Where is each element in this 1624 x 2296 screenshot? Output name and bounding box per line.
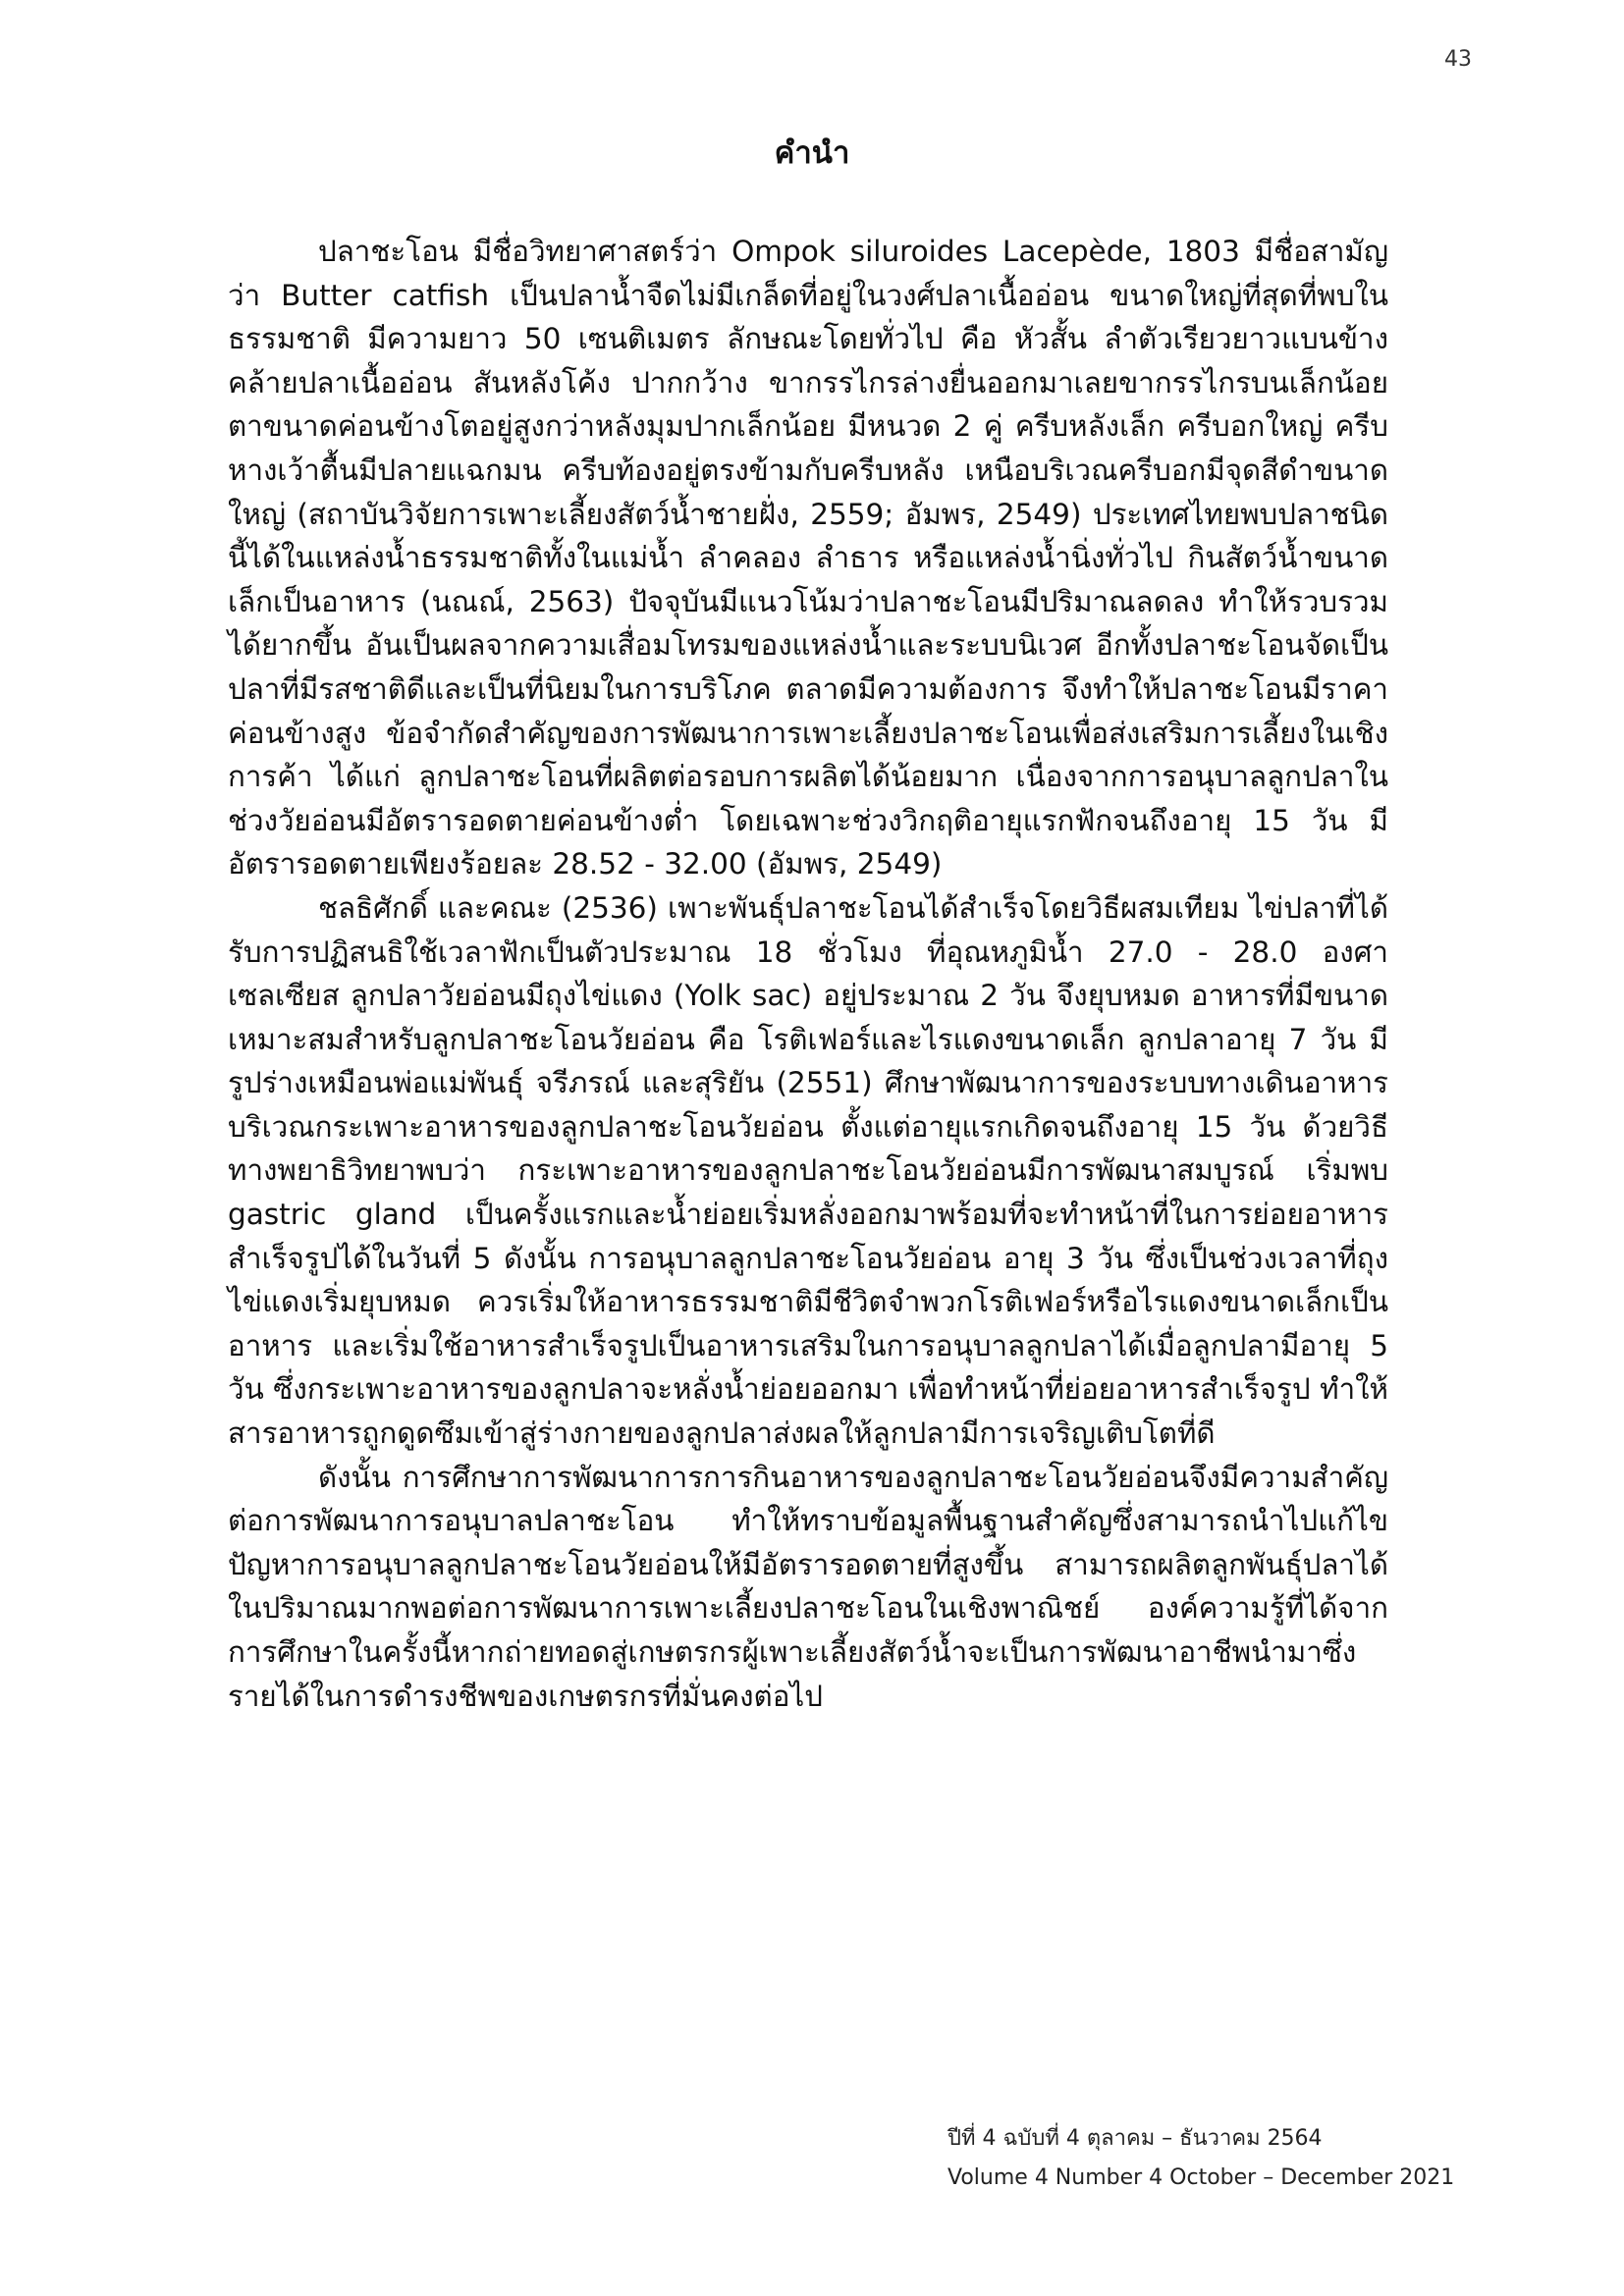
- page-title: คำนำ: [774, 135, 850, 171]
- paragraph-1: ปลาชะโอน มีชื่อวิทยาศาสตร์ว่า Ompok siluroides Lacepède, 1803 มีชื่อสามัญว่า Butter catfish เป็นปลาน้ำจืดไม่มีเกล็ดที่อยู่ในวงศ์ปลาเนื้ออ่อน ขนาดใหญ่ที่สุดที่พบในธรรมชาติ มีความยาว 50 เซนติเมตร ลักษณะโดยทั่วไป คือ หัวสั้น ลำตัวเรียวยาวแบนข้างคล้ายปลาเนื้ออ่อน สันหลังโค้ง ปากกว้าง ขากรรไกรล่างยื่นออกมาเลยขากรรไกรบนเล็กน้อย ตาขนาดค่อนข้างโตอยู่สูงกว่าหลังมุมปากเล็กน้อย มีหนวด 2 คู่ ครีบหลังเล็ก ครีบอกใหญ่ ครีบหางเว้าตื้นมีปลายแฉกมน ครีบท้องอยู่ตรงข้ามกับครีบหลัง เหนือบริเวณครีบอกมีจุดสีดำขนาดใหญ่ (สถาบันวิจัยการเพาะเลี้ยงสัตว์น้ำชายฝั่ง, 2559; อัมพร, 2549) ประเทศไทยพบปลาชนิดนี้ได้ในแหล่งน้ำธรรมชาติทั้งในแม่น้ำ ลำคลอง ลำธาร หรือแหล่งน้ำนิ่งทั่วไป กินสัตว์น้ำขนาดเล็กเป็นอาหาร (นณณ์, 2563) ปัจจุบันมีแนวโน้มว่าปลาชะโอนมีปริมาณลดลง ทำให้รวบรวมได้ยากขึ้น อันเป็นผลจากความเสื่อมโทรมของแหล่งน้ำและระบบนิเวศ อีกทั้งปลาชะโอนจัดเป็นปลาที่มีรสชาติดีและเป็นที่นิยมในการบริโภค ตลาดมีความต้องการ จึงทำให้ปลาชะโอนมีราคาค่อนข้างสูง ข้อจำกัดสำคัญของการพัฒนาการเพาะเลี้ยงปลาชะโอนเพื่อส่งเสริมการเลี้ยงในเชิงการค้า ได้แก่ ลูกปลาชะโอนที่ผลิตต่อรอบการผลิตได้น้อยมาก เนื่องจากการอนุบาลลูกปลาในช่วงวัยอ่อนมีอัตรารอดตายค่อนข้างต่ำ โดยเฉพาะช่วงวิกฤติอายุแรกฟักจนถึงอายุ 15 วัน มีอัตรารอดตายเพียงร้อยละ 28.52 - 32.00 (อัมพร, 2549): [228, 235, 1388, 881]
- footer-english-issue: Volume 4 Number 4 October – December 2021: [947, 2165, 1455, 2190]
- body-text: [228, 230, 1388, 1718]
- footer-thai-issue: ปีที่ 4 ฉบับที่ 4 ตุลาคม – ธันวาคม 2564: [947, 2126, 1323, 2151]
- journal-footer: [947, 2119, 1454, 2198]
- paragraph-2: ชลธิศักดิ์ และคณะ (2536) เพาะพันธุ์ปลาชะโอนได้สำเร็จโดยวิธีผสมเทียม ไข่ปลาที่ได้รับการปฏิสนธิใช้เวลาฟักเป็นตัวประมาณ 18 ชั่วโมง ที่อุณหภูมิน้ำ 27.0 - 28.0 องศาเซลเซียส ลูกปลาวัยอ่อนมีถุงไข่แดง (Yolk sac) อยู่ประมาณ 2 วัน จึงยุบหมด อาหารที่มีขนาดเหมาะสมสำหรับลูกปลาชะโอนวัยอ่อน คือ โรติเฟอร์และไรแดงขนาดเล็ก ลูกปลาอายุ 7 วัน มีรูปร่างเหมือนพ่อแม่พันธุ์ จรีภรณ์ และสุริยัน (2551) ศึกษาพัฒนาการของระบบทางเดินอาหารบริเวณกระเพาะอาหารของลูกปลาชะโอนวัยอ่อน ตั้งแต่อายุแรกเกิดจนถึงอายุ 15 วัน ด้วยวิธีทางพยาธิวิทยาพบว่า กระเพาะอาหารของลูกปลาชะโอนวัยอ่อนมีการพัฒนาสมบูรณ์ เริ่มพบ gastric gland เป็นครั้งแรกและน้ำย่อยเริ่มหลั่งออกมาพร้อมที่จะทำหน้าที่ในการย่อยอาหารสำเร็จรูปได้ในวันที่ 5 ดังนั้น การอนุบาลลูกปลาชะโอนวัยอ่อน อายุ 3 วัน ซึ่งเป็นช่วงเวลาที่ถุงไข่แดงเริ่มยุบหมด ควรเริ่มให้อาหารธรรมชาติมีชีวิตจำพวกโรติเฟอร์หรือไรแดงขนาดเล็กเป็นอาหาร และเริ่มใช้อาหารสำเร็จรูปเป็นอาหารเสริมในการอนุบาลลูกปลาได้เมื่อลูกปลามีอายุ 5 วัน ซึ่งกระเพาะอาหารของลูกปลาจะหลั่งน้ำย่อยออกมา เพื่อทำหน้าที่ย่อยอาหารสำเร็จรูป ทำให้สารอาหารถูกดูดซึมเข้าสู่ร่างกายของลูกปลาส่งผลให้ลูกปลามีการเจริญเติบโตที่ดี: [228, 890, 1388, 1451]
- page-number: 43: [1444, 47, 1472, 72]
- paragraph-3: ดังนั้น การศึกษาการพัฒนาการการกินอาหารของลูกปลาชะโอนวัยอ่อนจึงมีความสำคัญต่อการพัฒนาการอนุบาลปลาชะโอน ทำให้ทราบข้อมูลพื้นฐานสำคัญซึ่งสามารถนำไปแก้ไขปัญหาการอนุบาลลูกปลาชะโอนวัยอ่อนให้มีอัตรารอดตายที่สูงขึ้น สามารถผลิตลูกพันธุ์ปลาได้ในปริมาณมากพอต่อการพัฒนาการเพาะเลี้ยงปลาชะโอนในเชิงพาณิชย์ องค์ความรู้ที่ได้จากการศึกษาในครั้งนี้หากถ่ายทอดสู่เกษตรกรผู้เพาะเลี้ยงสัตว์น้ำจะเป็นการพัฒนาอาชีพนำมาซึ่งรายได้ในการดำรงชีพของเกษตรกรที่มั่นคงต่อไป: [228, 1460, 1388, 1713]
